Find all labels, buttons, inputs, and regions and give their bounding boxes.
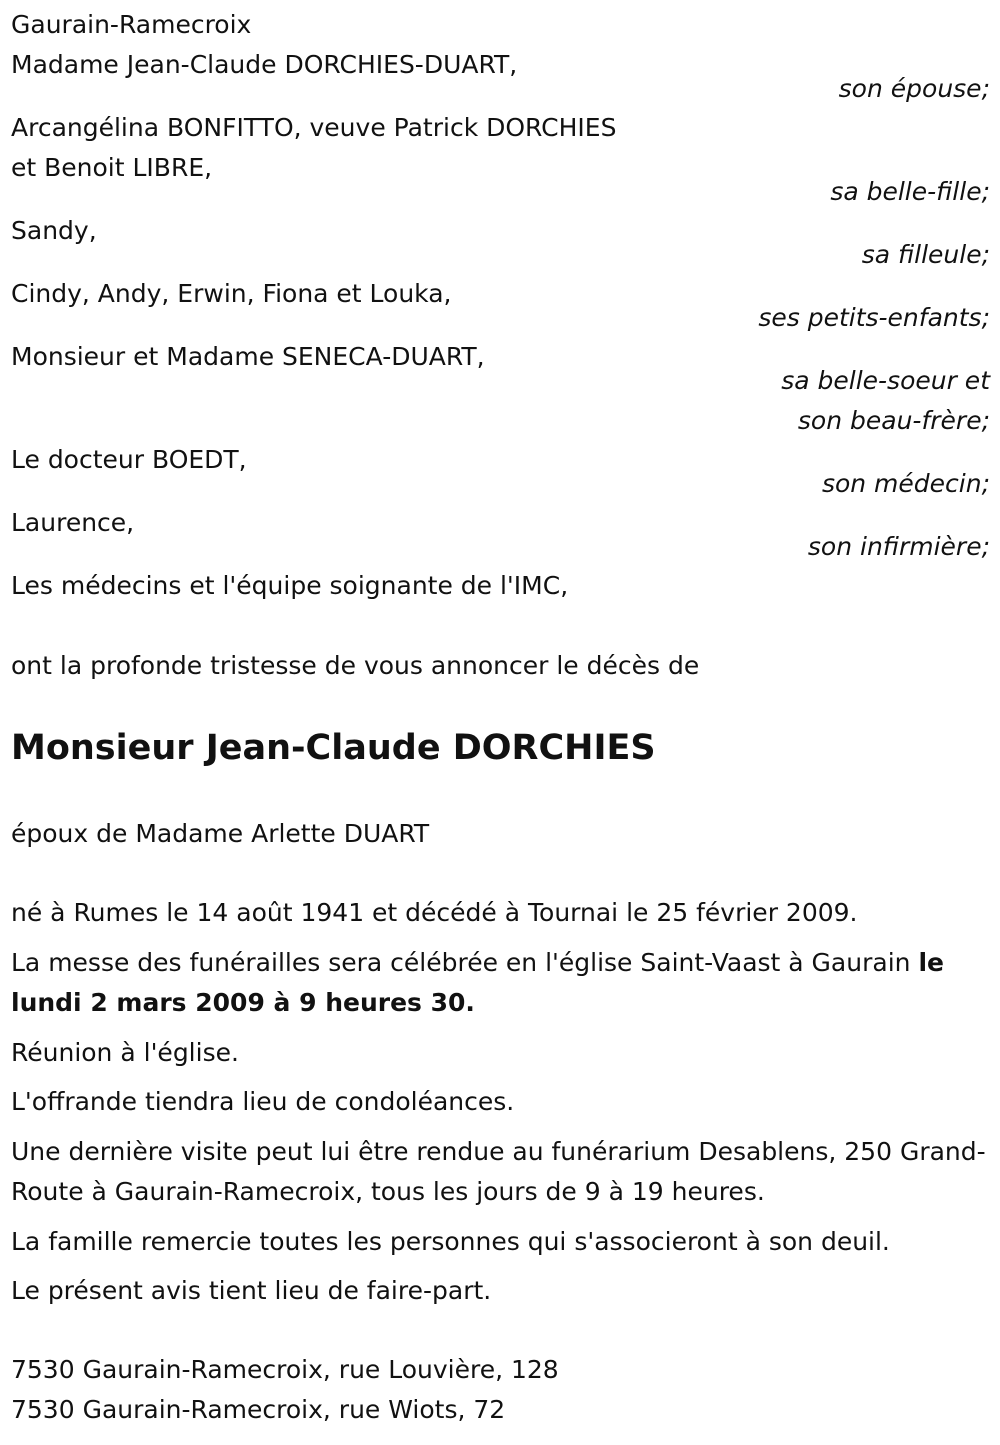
family-relation: son beau-frère; (797, 406, 990, 435)
notice: Le présent avis tient lieu de faire-part. (11, 1276, 492, 1305)
heading-location: Gaurain-Ramecroix (11, 10, 252, 39)
meeting: Réunion à l'église. (11, 1038, 239, 1067)
family-relation: son infirmière; (807, 532, 990, 561)
thanks: La famille remercie toutes les personnes qui s'associeront à son deuil. (11, 1227, 890, 1256)
mass-info (11, 943, 991, 1023)
family-name: Les médecins et l'équipe soignante de l'IMC, (11, 571, 569, 600)
family-name: Madame Jean-Claude DORCHIES-DUART, (11, 50, 518, 79)
address: 7530 Gaurain-Ramecroix, rue Wiots, 72 (11, 1395, 506, 1424)
visit-info: Une dernière visite peut lui être rendue au funérarium Desablens, 250 Grand-Route à Gaurain-Ramecroix, tous les jours de 9 à 19 heures. (11, 1137, 986, 1206)
family-name: et Benoit LIBRE, (11, 153, 213, 182)
spouse-line: époux de Madame Arlette DUART (11, 819, 430, 848)
mass-date: le lundi 2 mars 2009 à 9 heures 30. (11, 948, 944, 1017)
offering: L'offrande tiendra lieu de condoléances. (11, 1087, 515, 1116)
announcement: ont la profonde tristesse de vous annoncer le décès de (11, 651, 700, 680)
family-relation: son médecin; (821, 469, 990, 498)
family-name: Cindy, Andy, Erwin, Fiona et Louka, (11, 279, 452, 308)
birth-death: né à Rumes le 14 août 1941 et décédé à Tournai le 25 février 2009. (11, 898, 858, 927)
family-name: Le docteur BOEDT, (11, 445, 247, 474)
family-name: Monsieur et Madame SENECA-DUART, (11, 342, 485, 371)
family-relation: sa filleule; (861, 240, 990, 269)
family-relation: son épouse; (838, 74, 990, 103)
address: 7530 Gaurain-Ramecroix, rue Louvière, 128 (11, 1355, 559, 1384)
deceased-name: Monsieur Jean-Claude DORCHIES (11, 728, 656, 768)
family-relation: sa belle-soeur et (781, 366, 990, 395)
mass-text: La messe des funérailles sera célébrée en l'église Saint-Vaast à Gaurain (11, 948, 919, 977)
family-relation: sa belle-fille; (830, 177, 990, 206)
family-name: Arcangélina BONFITTO, veuve Patrick DORCHIES (11, 113, 617, 142)
family-name: Laurence, (11, 508, 135, 537)
family-name: Sandy, (11, 216, 97, 245)
family-relation: ses petits-enfants; (758, 303, 990, 332)
